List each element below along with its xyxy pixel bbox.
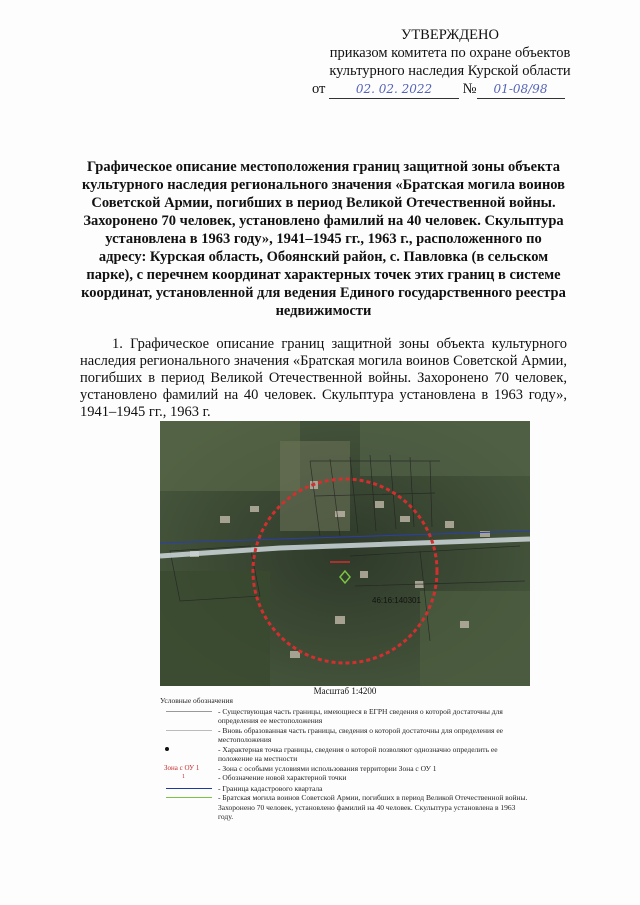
satellite-map <box>160 421 530 686</box>
cadastral-line-icon <box>166 788 212 789</box>
approval-line-1: приказом комитета по охране объектов <box>329 45 571 61</box>
legend-item: - Характерная точка границы, сведения о которой позволяют однозначно определить ее положение на местности <box>160 745 530 764</box>
map-canvas <box>160 421 530 686</box>
existing-boundary-line-icon <box>166 711 212 712</box>
approval-date-line <box>300 80 600 99</box>
characteristic-point-icon <box>165 747 169 751</box>
approval-block <box>300 26 600 99</box>
approval-number: 01-08/98 <box>477 80 565 99</box>
section-1-paragraph: 1. Графическое описание границ защитной зоны объекта культурного наследия регионального значения «Братская могила воинов Советской Армии, погибших в период Великой Отечественной войны. Захоронено 70 человек, установлено фамилий на 40 человек. Скульптура установлена в 1963 году», 1941–1945 гг., 1963 г. <box>80 336 567 420</box>
parcel-label: 46:16:140301 <box>372 596 421 605</box>
legend-item: Зона с ОУ 1 1 - Зона с особыми условиями использования территории Зона с ОУ 1 - Обозначение новой характерной точки <box>164 763 437 782</box>
legend-title: Условные обозначения <box>160 696 233 705</box>
new-boundary-line-icon <box>166 730 212 731</box>
map-scale: Масштаб 1:4200 <box>313 686 377 696</box>
legend-item: - Вновь образованная часть границы, сведения о которой достаточны для определения ее местоположения <box>160 726 530 745</box>
point-symbol: 1 <box>182 773 185 780</box>
legend-item: - Существующая часть границы, имеющиеся в ЕГРН сведения о которой достаточны для определения ее местоположения <box>160 707 530 726</box>
approval-line-2: культурного наследия Курской области <box>329 63 571 79</box>
zone-symbol: Зона с ОУ 1 <box>164 763 200 772</box>
legend-item: - Граница кадастрового квартала <box>160 784 530 794</box>
object-boundary-line-icon <box>166 797 212 798</box>
document-title: Графическое описание местоположения границ защитной зоны объекта культурного наследия регионального значения «Братская могила воинов Советской Армии, погибших в период Великой Отечественной войны. Захоронено 70 человек, установлено фамилий на 40 человек. Скульптура установлена в 1963 году», 1941–1945 гг., 1963 г., расположенного по адресу: Курская область, Обоянский район, с. Павловка (в сельском парке), с перечнем координат характерных точек этих границ в системе координат, установленной для ведения Единого государственного реестра недвижимости <box>81 159 566 319</box>
legend-item: - Братская могила воинов Советской Армии, погибших в период Великой Отечественной войны. Захоронено 70 человек, установлено фамилий на 40 человек. Скульптура установлена в 1963 году. <box>160 793 530 822</box>
number-label: № <box>462 81 477 97</box>
approval-date: 02. 02. 2022 <box>329 80 459 99</box>
approval-title: УТВЕРЖДЕНО <box>401 27 499 43</box>
map-legend <box>160 696 530 822</box>
from-label: от <box>312 81 326 97</box>
